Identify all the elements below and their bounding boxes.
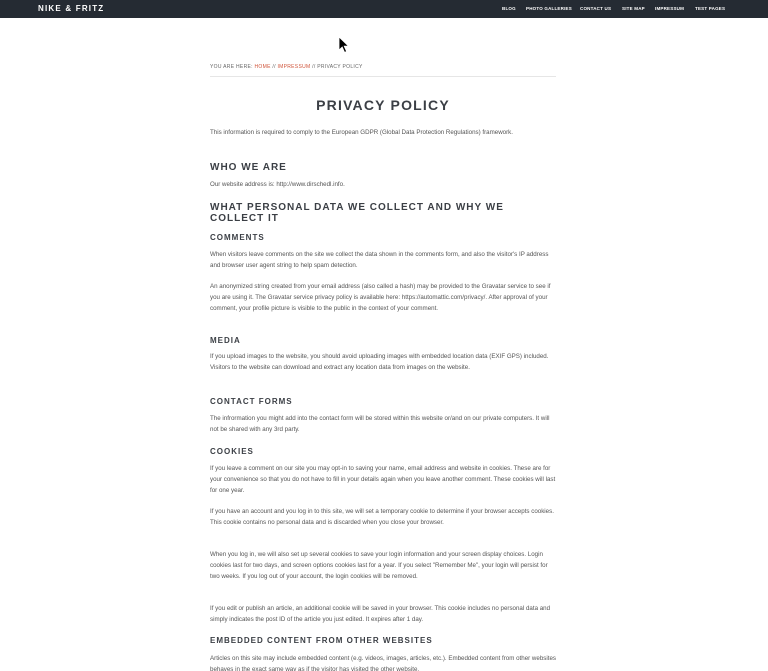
- mouse-pointer-icon: [338, 36, 350, 54]
- cookies-paragraph-3: When you log in, we will also set up several cookies to save your login information and your screen display choices. Login cookies last for two days, and screen options cookies last for a year. If you select "Remember Me", your login will persist for two weeks. If you log out of your account, the login cookies will be removed.: [210, 551, 548, 580]
- site-logo[interactable]: NIKE & FRITZ: [38, 4, 105, 13]
- comments-paragraph-2: An anonymized string created from your email address (also called a hash) may be provided to the Gravatar service to see if you are using it. The Gravatar service privacy policy is available here: https://automattic.com/privacy/. After approval of your comment, your profile picture is visible to the public in the context of your comment.: [210, 283, 551, 312]
- breadcrumb-divider: [210, 76, 556, 77]
- cookies-paragraph-4: If you edit or publish an article, an additional cookie will be saved in your browser. This cookie includes no personal data and simply indicates the post ID of the article you just edited. It expires after 1 day.: [210, 605, 551, 623]
- page-title: PRIVACY POLICY: [316, 97, 450, 113]
- top-navigation-bar: [0, 0, 768, 18]
- heading-contact-forms: CONTACT FORMS: [210, 397, 293, 406]
- breadcrumb: [210, 64, 363, 70]
- nav-item-test-pages[interactable]: TEST PAGES: [695, 6, 726, 11]
- nav-item-impressum[interactable]: IMPRESSUM: [655, 6, 685, 11]
- who-we-are-text: Our website address is: http://www.dirschedl.info.: [210, 181, 345, 188]
- breadcrumb-prefix: YOU ARE HERE:: [210, 64, 255, 70]
- nav-item-photo-galleries[interactable]: PHOTO GALLERIES: [526, 6, 572, 11]
- comments-paragraph-1: When visitors leave comments on the site we collect the data shown in the comments form, and also the visitor's IP address and browser user agent string to help spam detection.: [210, 251, 549, 269]
- heading-embedded-content: EMBEDDED CONTENT FROM OTHER WEBSITES: [210, 636, 433, 645]
- contact-forms-paragraph: The infrormation you might add into the contact form will be stored within this website or/and on our private computers. It will not be shared with any 3rd party.: [210, 415, 550, 433]
- breadcrumb-current: PRIVACY POLICY: [317, 64, 363, 70]
- breadcrumb-impressum-link[interactable]: IMPRESSUM: [277, 64, 311, 70]
- cookies-paragraph-2: If you have an account and you log in to this site, we will set a temporary cookie to determine if your browser accepts cookies. This cookie contains no personal data and is discarded when you close your browser.: [210, 508, 554, 526]
- breadcrumb-home-link[interactable]: HOME: [254, 64, 271, 70]
- nav-item-contact-us[interactable]: CONTACT US: [580, 6, 612, 11]
- heading-media: MEDIA: [210, 336, 241, 345]
- nav-item-blog[interactable]: BLOG: [502, 6, 516, 11]
- cookies-paragraph-1: If you leave a comment on our site you may opt-in to saving your name, email address and website in cookies. These are for your convenience so that you do not have to fill in your details again when you leave another comment. These cookies will last for one year.: [210, 465, 556, 494]
- heading-comments: COMMENTS: [210, 233, 265, 242]
- heading-personal-data: WHAT PERSONAL DATA WE COLLECT AND WHY WE COLLECT IT: [210, 202, 504, 224]
- embedded-content-paragraph: Articles on this site may include embedded content (e.g. videos, images, articles, etc.). Embedded content from other websites behaves in the exact same way as if the visitor has visited the other website.: [210, 655, 556, 671]
- intro-paragraph: This information is required to comply to the European GDPR (Global Data Protection Regulations) framework.: [210, 129, 513, 136]
- heading-cookies: COOKIES: [210, 447, 254, 456]
- media-paragraph: If you upload images to the website, you should avoid uploading images with embedded location data (EXIF GPS) included. Visitors to the website can download and extract any location data from images on the website.: [210, 353, 549, 371]
- breadcrumb-separator: //: [270, 64, 278, 70]
- breadcrumb-separator: //: [310, 64, 318, 70]
- heading-who-we-are: WHO WE ARE: [210, 162, 287, 173]
- nav-item-site-map[interactable]: SITE MAP: [622, 6, 645, 11]
